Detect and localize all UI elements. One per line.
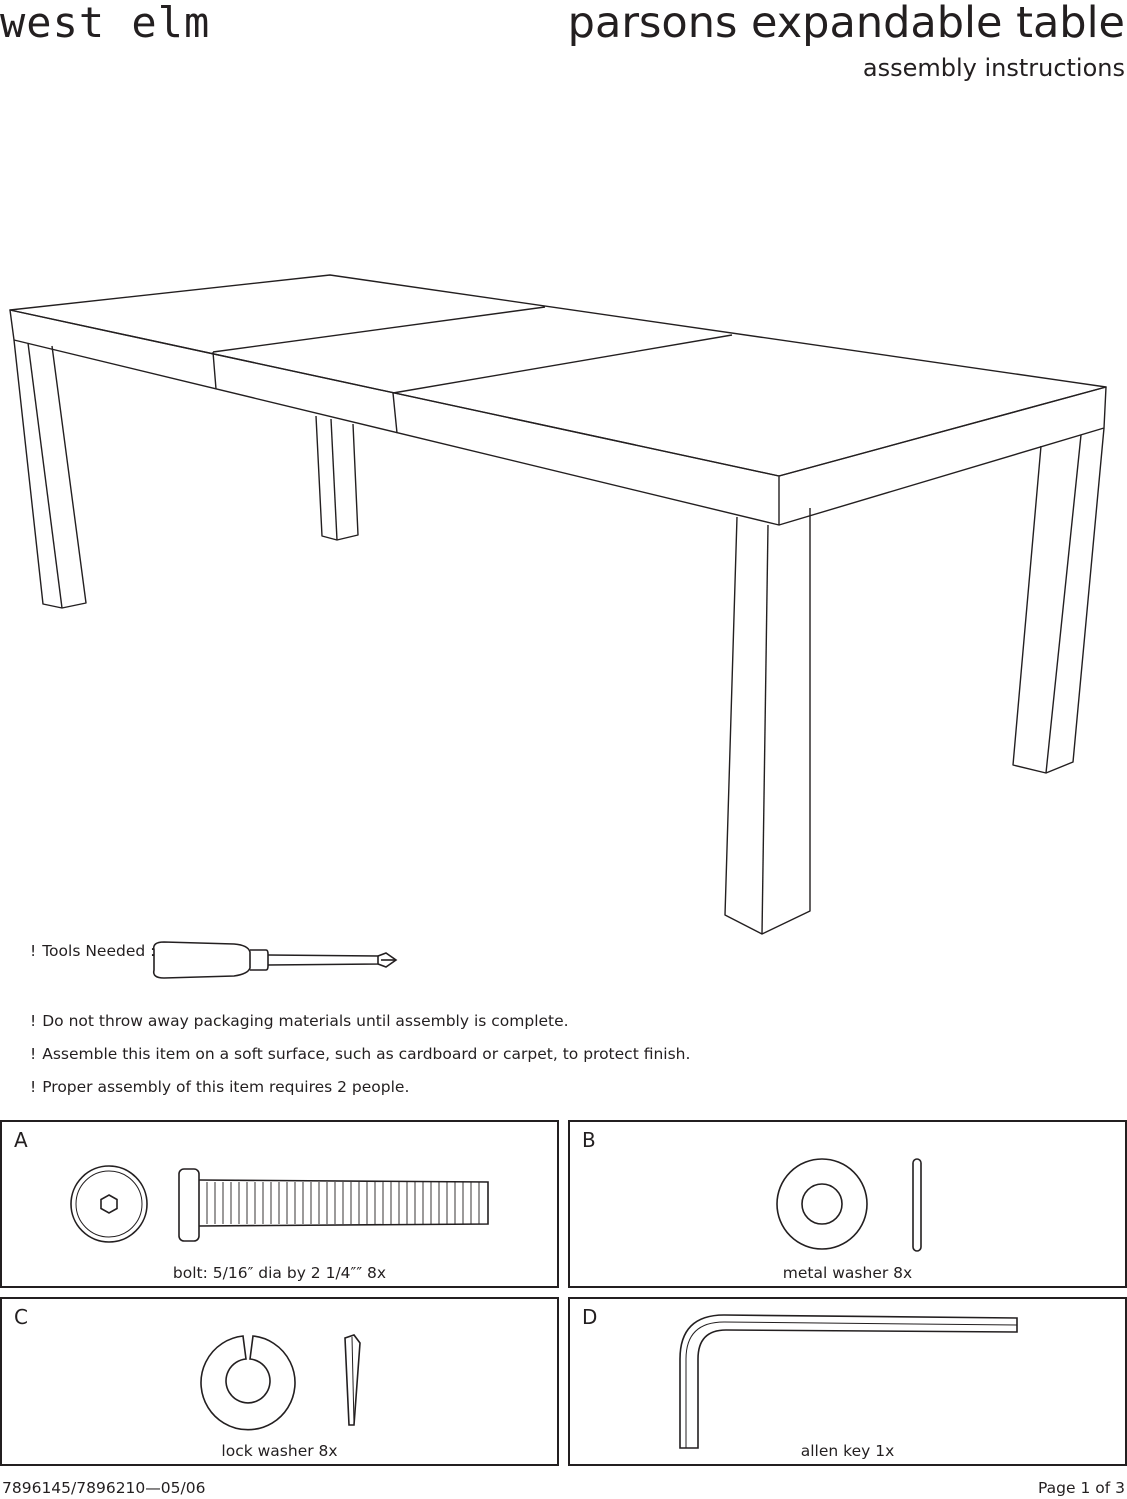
page-number: Page 1 of 3 [1038, 1479, 1125, 1497]
part-caption: allen key 1x [800, 1442, 895, 1460]
note-text: Do not throw away packaging materials until assembly is complete. [42, 1012, 569, 1030]
note-bullet: ! [30, 1012, 37, 1030]
part-caption: bolt: 5/16″ dia by 2 1/4″″ 8x [172, 1264, 387, 1282]
brand-logo: west elm [0, 0, 211, 47]
document-code: 7896145/7896210—05/06 [2, 1479, 206, 1497]
phillips-screwdriver-icon [150, 938, 400, 982]
tools-needed [30, 942, 155, 960]
lock-washer-icon [2, 1299, 557, 1464]
part-letter: D [582, 1305, 598, 1329]
page-title: parsons expandable table [567, 0, 1125, 48]
note-bullet: ! [30, 1045, 37, 1063]
tools-label: Tools Needed : [42, 942, 156, 960]
bolt-icon [2, 1122, 557, 1286]
allen-key-icon [570, 1299, 1125, 1464]
metal-washer-icon [570, 1122, 1125, 1286]
page-subtitle: assembly instructions [862, 54, 1125, 82]
note-bullet: ! [30, 1078, 37, 1096]
part-d-box [568, 1297, 1127, 1466]
part-caption: lock washer 8x [221, 1442, 338, 1460]
note-bullet: ! [30, 942, 37, 960]
part-letter: B [582, 1128, 596, 1152]
note-soft-surface [30, 1045, 690, 1063]
part-c-box [0, 1297, 559, 1466]
note-two-people [30, 1078, 409, 1096]
part-b-box [568, 1120, 1127, 1288]
note-text: Assemble this item on a soft surface, such as cardboard or carpet, to protect ﬁnish. [42, 1045, 691, 1063]
note-packaging [30, 1012, 569, 1030]
note-text: Proper assembly of this item requires 2 people. [42, 1078, 410, 1096]
part-letter: C [14, 1305, 28, 1329]
part-caption: metal washer 8x [782, 1264, 913, 1282]
part-letter: A [14, 1128, 28, 1152]
table-illustration [0, 265, 1127, 945]
part-a-box [0, 1120, 559, 1288]
